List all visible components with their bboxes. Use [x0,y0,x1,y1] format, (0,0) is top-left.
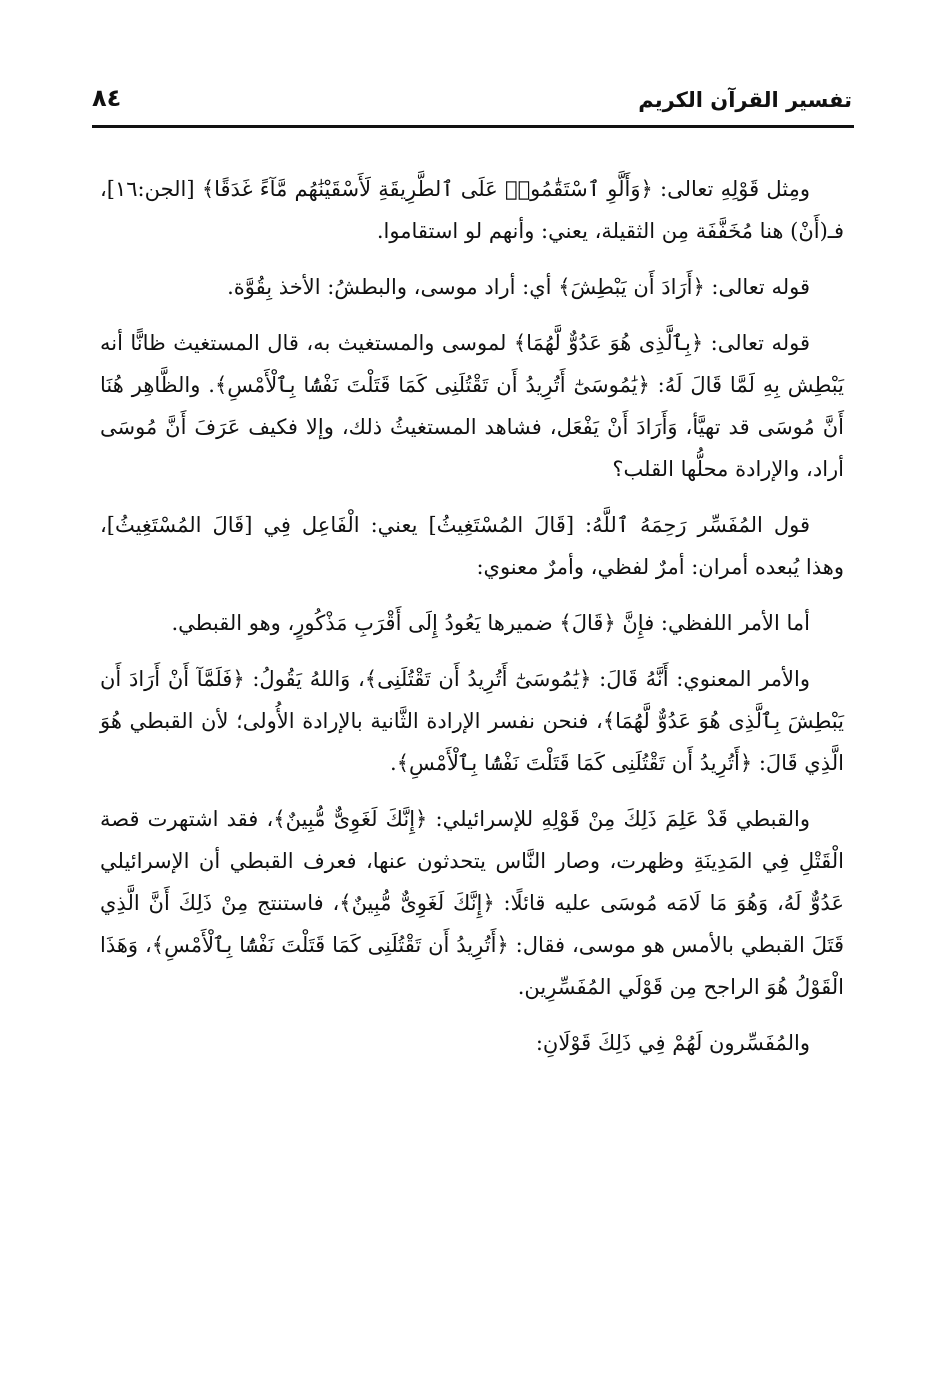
paragraph: والمُفَسِّرون لَهُمْ فِي ذَلِكَ قَوْلَانِ: [535,1031,810,1055]
page-header [92,82,852,122]
paragraph: أما الأمر اللفظي: فإِنَّ ﴿قَالَ﴾ ضميرها يَعُودُ إِلَى أَقْرَبِ مَذْكُورٍ، وهو القبطي. [171,611,810,635]
paragraph: قوله تعالى: ﴿بِٱلَّذِى هُوَ عَدُوٌّ لَّهُمَا﴾ لموسى والمستغيث به، قال المستغيث ظانًّا أنه يَبْطِش بِهِ لَمَّا قَالَ لَهُ: ﴿يَٰمُوسَىٰٓ أَتُرِيدُ أَن تَقْتُلَنِى كَمَا قَتَلْتَ نَفْسًۢا بِٱلْأَمْسِ﴾. والظَّاهِر هُنَا أَنَّ مُوسَى قد تهيَّأ، وَأَرَادَ أَنْ يَفْعَل، فشاهد المستغيثُ ذلك، وإلا فكيف عَرَفَ أَنَّ مُوسَى أراد، والإرادة محلُّها القلب؟ [100,331,844,481]
header-rule [92,125,854,128]
paragraph: قول المُفَسِّر رَحِمَهُ ٱللَّهُ: [قَالَ المُسْتَغِيثُ] يعني: الْفَاعِل فِي [قَالَ المُسْتَغِيثُ]، وهذا يُبعده أمران: أمرٌ لفظي، وأمرٌ معنوي: [100,513,844,579]
paragraph: ومِثل قَوْلِهِ تعالى: ﴿وَأَلَّوِ ٱسْتَقَٰمُوا۟ عَلَى ٱلطَّرِيقَةِ لَأَسْقَيْنَٰهُم مَّآءً غَدَقًا﴾ [الجن:١٦]، فـ(أَنْ) هنا مُخَفَّفَة مِن الثقيلة، يعني: وأنهم لو استقاموا. [100,177,844,243]
paragraph: والأمر المعنوي: أَنَّهُ قَالَ: ﴿يَٰمُوسَىٰٓ أَتُرِيدُ أَن تَقْتُلَنِى﴾، وَاللهُ يَقُولُ: ﴿فَلَمَّآ أَنْ أَرَادَ أَن يَبْطِشَ بِٱلَّذِى هُوَ عَدُوٌّ لَّهُمَا﴾، فنحن نفسر الإرادة الثَّانية بالإرادة الأُولى؛ لأن القبطي هُوَ الَّذِي قَالَ: ﴿أَتُرِيدُ أَن تَقْتُلَنِى كَمَا قَتَلْتَ نَفْسًۢا بِٱلْأَمْسِ﴾. [100,667,844,775]
page-number: ٨٤ [92,84,122,112]
paragraph: قوله تعالى: ﴿أَرَادَ أَن يَبْطِشَ﴾ أي: أراد موسى، والبطشُ: الأخذ بِقُوَّة. [227,275,810,299]
paragraph: والقبطي قَدْ عَلِمَ ذَلِكَ مِنْ قَوْلِهِ للإسرائيلي: ﴿إِنَّكَ لَغَوِىٌّ مُّبِينٌ﴾، فقد اشتهرت قصة الْقَتْلِ فِي المَدِينَةِ وظهرت، وصار النَّاس يتحدثون عنها، فعرف القبطي أن الإسرائيلي عَدُوٌّ لَهُ، وَهُوَ مَا لَامَه مُوسَى عليه قائلًا: ﴿إِنَّكَ لَغَوِىٌّ مُّبِينٌ﴾، فاستنتج مِنْ ذَلِكَ أَنَّ الَّذِي قَتَلَ القبطي بالأمس هو موسى، فقال: ﴿أَتُرِيدُ أَن تَقْتُلَنِى كَمَا قَتَلْتَ نَفْسًۢا بِٱلْأَمْسِ﴾، وَهَذَا الْقَوْلُ هُوَ الراجح مِن قَوْلَي المُفَسِّرِين. [100,807,844,999]
running-title: تفسير القرآن الكريم [638,88,852,112]
page-body [100,168,844,1078]
